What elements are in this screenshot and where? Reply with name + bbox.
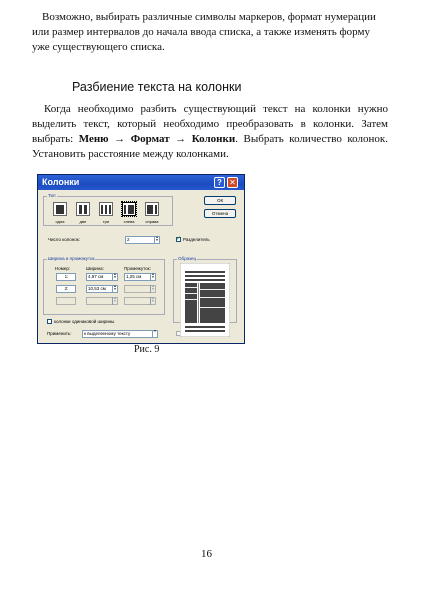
row1-spacing-spinner[interactable]: ▲ ▼ bbox=[151, 272, 155, 279]
preset-label-two: две bbox=[79, 219, 87, 224]
preset-right[interactable] bbox=[145, 202, 159, 216]
separator-checkbox[interactable] bbox=[176, 237, 181, 242]
section-title: Разбиение текста на колонки bbox=[72, 80, 242, 94]
preset-one[interactable] bbox=[53, 202, 67, 216]
row2-width-spinner[interactable]: ▲ ▼ bbox=[113, 284, 117, 291]
apply-label: Применить: bbox=[47, 331, 72, 336]
col-header-spacing: Промежуток: bbox=[124, 266, 151, 271]
row3-width-spinner: ▲ ▼ bbox=[113, 296, 117, 303]
preset-label-left: слева bbox=[123, 219, 135, 224]
row1-number: 1: bbox=[56, 273, 76, 281]
close-button[interactable]: ✕ bbox=[227, 177, 238, 188]
col-header-number: Номер: bbox=[55, 266, 71, 271]
preset-label-right: справа bbox=[145, 219, 159, 224]
menu-path: Меню → Формат → Колонки bbox=[78, 133, 236, 145]
preset-left[interactable] bbox=[122, 202, 136, 216]
row1-width-spinner[interactable]: ▲ ▼ bbox=[113, 272, 117, 279]
separator-label: Разделитель bbox=[183, 237, 210, 242]
ok-button[interactable]: ОК bbox=[204, 196, 236, 205]
columns-count-field[interactable] bbox=[125, 236, 160, 244]
row2-spacing-field bbox=[124, 285, 156, 293]
body-text-end: . Выбрать количество колонок. Установить расстояние между колонками. bbox=[32, 133, 388, 160]
dialog-title: Колонки bbox=[42, 177, 80, 187]
sample-preview bbox=[180, 263, 230, 337]
row3-spacing-field bbox=[124, 297, 156, 305]
row3-width-field bbox=[86, 297, 118, 305]
equal-width-label: колонки одинаковой ширины bbox=[54, 319, 115, 324]
intro-paragraph: Возможно, выбирать различные символы маркеров, формат нумерации или размер интервалов до начала ввода списка, а также изменять форму уже существующего списка. bbox=[32, 11, 376, 53]
body-text-start: Когда необходимо разбить существующий текст на колонки нужно выделить текст, который необходимо преобразовать в колонки. Затем выбрать: bbox=[32, 103, 388, 145]
presets-group-label: Тип bbox=[48, 193, 56, 198]
row1-spacing-value: 1,25 см bbox=[126, 274, 142, 279]
columns-count-spinner[interactable]: ▲ ▼ bbox=[155, 235, 159, 242]
row2-spacing-spinner: ▲ ▼ bbox=[151, 284, 155, 291]
row2-number: 2: bbox=[56, 285, 76, 293]
columns-count-value: 2 bbox=[127, 237, 130, 242]
help-button[interactable]: ? bbox=[214, 177, 225, 188]
sample-group-label: Образец bbox=[178, 256, 197, 261]
preset-three[interactable] bbox=[99, 202, 113, 216]
row1-width-value: 4,97 см bbox=[88, 274, 104, 279]
columns-count-label: Число колонок: bbox=[48, 237, 81, 242]
row2-width-field[interactable] bbox=[86, 285, 118, 293]
body-paragraph bbox=[32, 102, 388, 162]
row1-spacing-field[interactable] bbox=[124, 273, 156, 281]
row3-number bbox=[56, 297, 76, 305]
page-number: 16 bbox=[201, 548, 212, 560]
row3-spacing-spinner: ▲ ▼ bbox=[151, 296, 155, 303]
figure-caption: Рис. 9 bbox=[134, 344, 160, 355]
row1-width-field[interactable] bbox=[86, 273, 118, 281]
row2-width-value: 10,53 см bbox=[88, 286, 106, 291]
preset-label-three: три bbox=[102, 219, 110, 224]
apply-select[interactable] bbox=[82, 330, 158, 338]
apply-value: к выделенному тексту bbox=[84, 331, 131, 336]
width-spacing-group-label: Ширина и промежуток bbox=[48, 256, 95, 261]
preset-label-one: одна bbox=[55, 219, 65, 224]
dialog-titlebar bbox=[38, 175, 244, 190]
preset-two[interactable] bbox=[76, 202, 90, 216]
chevron-down-icon[interactable]: ▼ bbox=[152, 330, 157, 338]
cancel-button[interactable]: Отмена bbox=[204, 209, 236, 218]
col-header-width: Ширина: bbox=[86, 266, 104, 271]
equal-width-checkbox[interactable] bbox=[47, 319, 52, 324]
